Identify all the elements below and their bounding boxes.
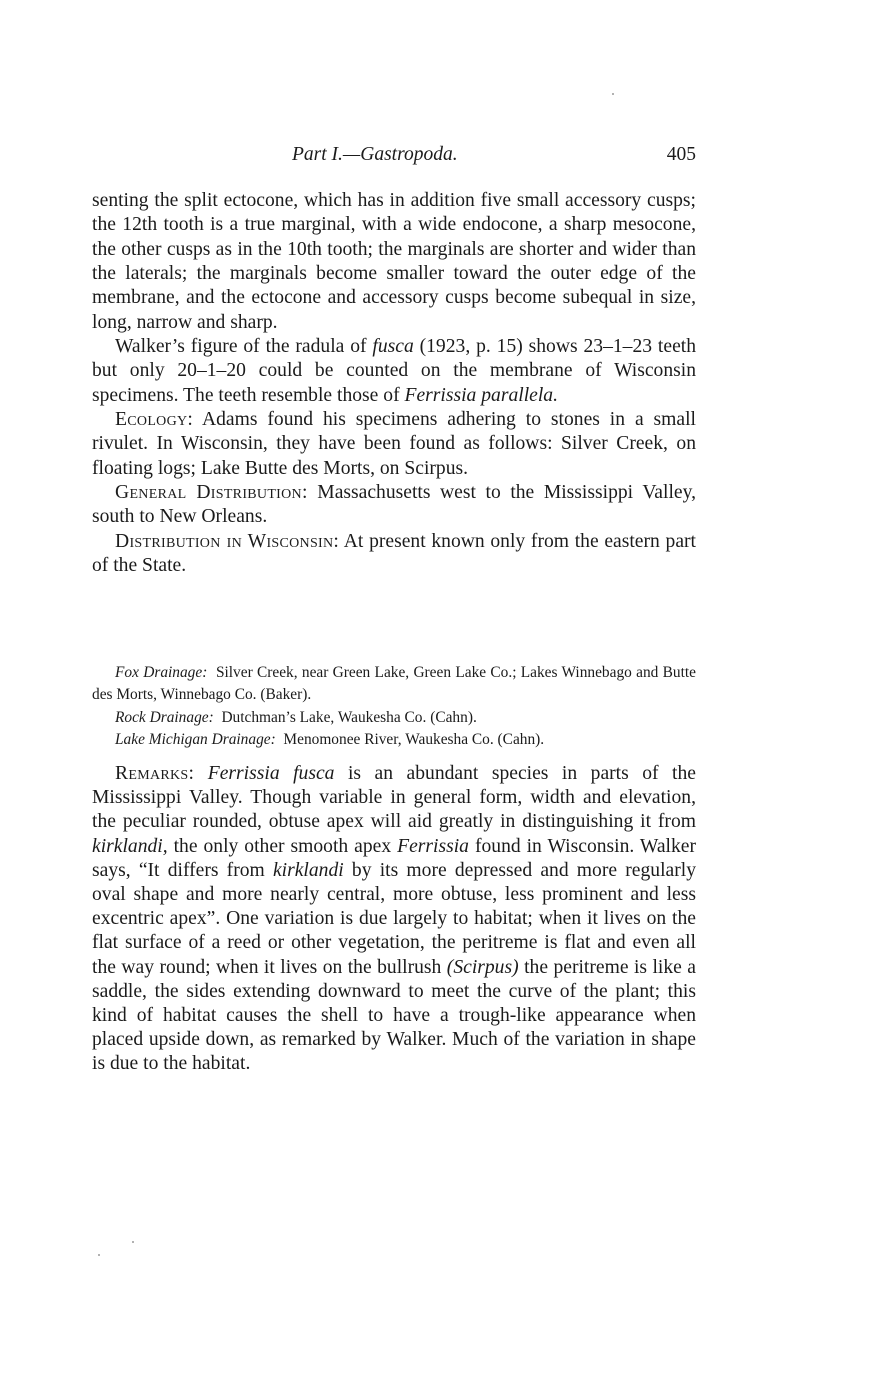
- section-general-distribution: [92, 481, 696, 530]
- drainage-records: [92, 662, 696, 751]
- remarks-paragraph: [92, 762, 696, 1077]
- radula-comparison-species: Ferrissia parallela.: [404, 384, 558, 406]
- page-number: 405: [666, 144, 696, 165]
- section-distribution-wisconsin: [92, 530, 696, 579]
- general-distribution-heading: General Distribution:: [115, 482, 308, 504]
- paragraph-radula: [92, 335, 696, 408]
- record-text: Menomonee River, Waukesha Co. (Cahn).: [283, 730, 545, 748]
- section-ecology: [92, 408, 696, 481]
- record-label: Lake Michigan Drainage:: [115, 730, 276, 748]
- remarks-text-1: [194, 763, 208, 784]
- record-fox-drainage: [92, 662, 696, 707]
- remarks-text-6: the peritreme is like a saddle, the sides extending downward to meet the curve of the plant; this kind of habitat causes the shell to have a trough-like appearance when placed upside down, as remarked by Walker. Much of the variation in shape is due to the habitat.: [92, 956, 696, 1075]
- running-head: [92, 144, 696, 170]
- record-text: Silver Creek, near Green Lake, Green Lake Co.; Lakes Winnebago and Butte des Morts, Winnebago Co. (Baker).: [92, 664, 696, 704]
- running-head-title: Part I.—Gastropoda.: [292, 144, 458, 165]
- main-text: [92, 189, 696, 579]
- remarks-section: [92, 762, 696, 1077]
- record-label: Fox Drainage:: [115, 664, 208, 681]
- remarks-heading: Remarks:: [115, 763, 195, 784]
- remarks-species-name: Ferrissia fusca: [207, 763, 335, 784]
- general-distribution-text: Massachusetts west to the Mississippi Valley, south to New Orleans.: [92, 482, 697, 528]
- paper-speck: [612, 93, 614, 95]
- remarks-text-5: by its more depressed and more regularly oval shape and more nearly central, more obtuse, less prominent and less excentric apex”. One variation is due largely to habitat; when it lives on the flat surface of a reed or other vegetation, the peritreme is flat and even all the way round; when it lives on the bullrush: [92, 859, 696, 978]
- distribution-wisconsin-heading: Distribution in Wisconsin:: [115, 530, 340, 552]
- radula-species-name: fusca: [372, 336, 414, 358]
- remarks-scirpus: (Scirpus): [446, 956, 519, 978]
- remarks-kirklandi-2: kirklandi: [272, 859, 344, 881]
- remarks-kirklandi-1: kirklandi,: [92, 835, 168, 857]
- remarks-text-2: is an abundant species in parts of the Mississippi Valley. Though variable in general form, width and elevation, the peculiar rounded, obtuse apex will aid greatly in distinguishing it from: [92, 763, 696, 833]
- record-label: Rock Drainage:: [115, 708, 214, 726]
- paper-speck: [132, 1241, 134, 1243]
- ecology-text: Adams found his specimens adhering to stones in a small rivulet. In Wisconsin, they have been found as follows: Silver Creek, on floating logs; Lake Butte des Morts, on Scirpus.: [92, 409, 696, 479]
- paragraph-continuation: [92, 189, 696, 335]
- remarks-text-3: the only other smooth apex: [167, 835, 398, 857]
- radula-text-1: Walker’s figure of the radula of: [115, 336, 373, 358]
- paragraph-continuation-text: senting the split ectocone, which has in addition five small accessory cusps; the 12th tooth is a true marginal, with a wide endocone, a sharp mesocone, the other cusps as in the 10th tooth; the marginals are shorter and wider than the laterals; the marginals become smaller toward the outer edge of the membrane, and the ectocone and accessory cusps become subequal in size, long, narrow and sharp.: [92, 190, 696, 333]
- record-text: Dutchman’s Lake, Waukesha Co. (Cahn).: [221, 708, 477, 726]
- record-rock-drainage: [92, 707, 696, 729]
- remarks-text-4: found in Wisconsin. Walker says, “It differs from: [92, 835, 696, 881]
- radula-text-2: (1923, p. 15) shows 23–1–23 teeth but only 20–1–20 could be counted on the membrane of Wisconsin specimens. The teeth resemble those of: [92, 336, 697, 406]
- remarks-genus-name: Ferrissia: [397, 835, 469, 857]
- distribution-wisconsin-text: At present known only from the eastern part of the State.: [92, 530, 696, 577]
- ecology-heading: Ecology:: [115, 409, 194, 431]
- record-lake-michigan-drainage: [92, 729, 696, 751]
- paper-speck: [98, 1254, 100, 1256]
